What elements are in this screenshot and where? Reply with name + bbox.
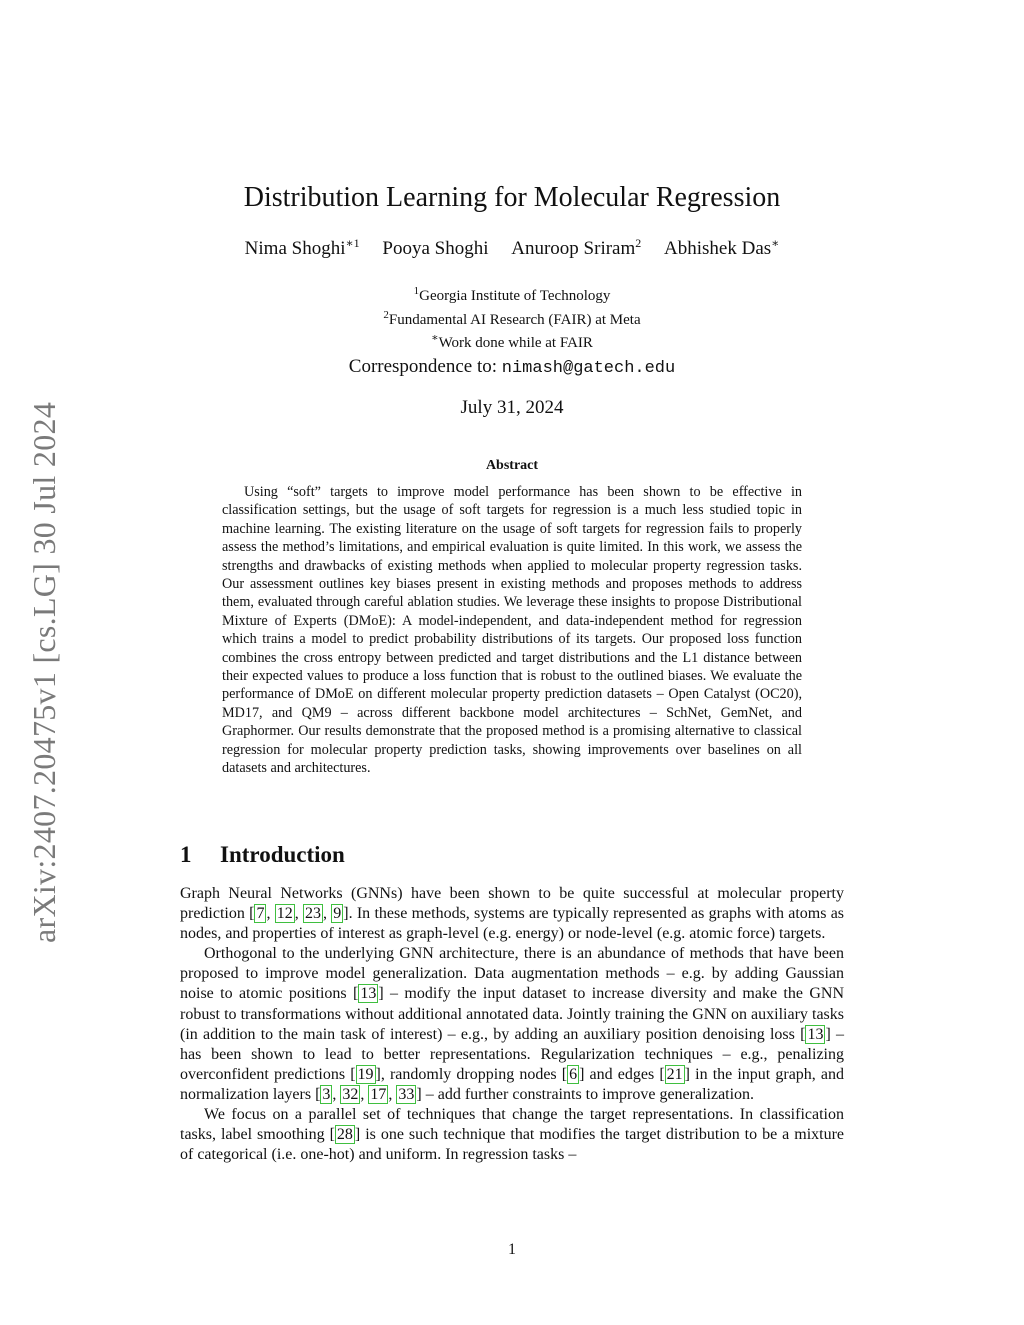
author-name: Nima Shoghi: [244, 238, 346, 259]
citation-link[interactable]: 23: [305, 905, 321, 923]
author-name: Abhishek Das: [664, 238, 772, 259]
section-number: 1: [180, 842, 192, 867]
citation-group: [356, 1065, 376, 1084]
author-2: [382, 238, 488, 259]
author-mark: 2: [635, 236, 642, 250]
citation-group: [805, 1025, 825, 1044]
author-4: [664, 238, 779, 259]
abstract-text: Using “soft” targets to improve model performance has been shown to be effective in classification settings, but the usage of soft targets for regression is a much less studied topic in machine learning. The existing literature on the usage of soft targets for regression fails to properly assess the method’s limitations, and empirical evaluation is quite limited. In this work, we assess the strengths and drawbacks of existing methods when applied to molecular property regression tasks. Our assessment outlines key biases present in existing methods and proposes methods to address them, evaluated through careful ablation studies. We leverage these insights to propose Distributional Mixture of Experts (DMoE): A model-independent, and data-independent method for regression which trains a model to predict probability distributions of its targets. Our proposed loss function combines the cross entropy between predicted and target distributions and the L1 distance between their expected values to produce a loss function that is robust to the outlined biases. We evaluate the performance of DMoE on different molecular property prediction datasets – Open Catalyst (OC20), MD17, and QM9 – across different backbone model architectures – SchNet, GemNet, and Graphormer. Our results demonstrate that the proposed method is a promising alternative to classical regression for molecular property prediction tasks, showing improvements over baselines on all datasets and architectures.: [222, 484, 802, 777]
citation-link[interactable]: 32: [342, 1085, 359, 1103]
citation-link[interactable]: 19: [357, 1065, 374, 1083]
author-mark: ∗: [771, 236, 780, 250]
paragraph-text: ] – add further constraints to improve generalization.: [416, 1085, 755, 1103]
citation-group: [665, 1065, 685, 1084]
citation-link[interactable]: 28: [336, 1126, 353, 1144]
citation-group: 3 , 32 , 17 , 33: [322, 1085, 415, 1103]
paragraph-3: [180, 1105, 844, 1165]
citation-link[interactable]: 7: [256, 905, 265, 923]
affiliation-text: Georgia Institute of Technology: [419, 288, 611, 304]
affiliation-mark: 1: [413, 285, 420, 297]
author-3: [511, 238, 641, 259]
section-body: [180, 884, 844, 1165]
paragraph-1: [180, 884, 844, 944]
author-name: Pooya Shoghi: [382, 238, 489, 259]
author-list: [0, 236, 1024, 262]
paragraph-text: We focus on a parallel set of techniques that change the target representations. In classification tasks, label smoothing [: [180, 1106, 844, 1144]
section-title: Introduction: [220, 842, 345, 867]
correspondence-label: Correspondence to:: [348, 356, 498, 377]
section-heading: [180, 840, 345, 870]
citation-group: [358, 984, 378, 1003]
citation-link[interactable]: 21: [666, 1065, 683, 1083]
citation-link[interactable]: 6: [569, 1065, 578, 1083]
paragraph-text: ], randomly dropping nodes [: [375, 1065, 568, 1083]
paragraph-2: [180, 944, 844, 1105]
citation-link[interactable]: 12: [276, 905, 293, 923]
paragraph-text: ] and edges [: [579, 1065, 665, 1083]
affiliation-mark: 2: [383, 309, 389, 321]
paper-date: July 31, 2024: [460, 397, 564, 418]
citation-link[interactable]: 13: [360, 985, 377, 1003]
paragraph-text: ] is one such technique that modifies the target distribution to be a mixture of categorical (i.e. one-hot) and uniform. In regression tasks –: [180, 1126, 845, 1164]
citation-group: [335, 1125, 355, 1144]
paragraph-text: ] in the input graph, and normalization layers [: [180, 1065, 845, 1103]
paragraph-text: ] – has been shown to lead to better representations. Regularization techniques – e.g., penalizing overconfident predictions [: [180, 1025, 845, 1083]
affiliation-text: Work done while at FAIR: [438, 335, 593, 351]
paragraph-text: Graph Neural Networks (GNNs) have been shown to be quite successful at molecular property prediction [: [180, 885, 844, 923]
correspondence: [0, 354, 1024, 382]
author-1: [245, 238, 360, 259]
arxiv-stamp: arXiv:2407.20475v1 [cs.LG] 30 Jul 2024: [25, 401, 62, 943]
citation-group: [567, 1065, 579, 1084]
affiliation-1: [0, 286, 1024, 306]
page-number: 1: [508, 1241, 516, 1258]
citation-link[interactable]: 17: [370, 1085, 387, 1103]
paragraph-text: ] – modify the input dataset to increase diversity and make the GNN robust to transformations without additional annotated data. Jointly training the GNN on auxiliary tasks (in addition to the main task of interest) – e.g., by adding an auxiliary position denoising loss [: [180, 985, 844, 1043]
author-name: Anuroop Sriram: [511, 238, 636, 259]
citation-link[interactable]: 3: [322, 1085, 331, 1103]
affiliation-mark: ∗: [431, 332, 439, 344]
citation-link[interactable]: 9: [333, 905, 342, 923]
affiliation-text: Fundamental AI Research (FAIR) at Meta: [388, 312, 641, 328]
citation-link[interactable]: 13: [807, 1025, 824, 1043]
affiliation-3: [0, 333, 1024, 353]
paper-title: Distribution Learning for Molecular Regression: [243, 182, 781, 213]
paragraph-text: Orthogonal to the underlying GNN architecture, there is an abundance of methods that have been proposed to improve model generalization. Data augmentation methods – e.g. by adding Gaussian noise to atomic positions [: [180, 945, 844, 1003]
abstract-heading: Abstract: [485, 458, 539, 473]
affiliation-2: [0, 310, 1024, 330]
citation-group: 7 , 12 , 23 , 9: [256, 905, 342, 923]
correspondence-email[interactable]: nimash@gatech.edu: [501, 359, 676, 378]
paragraph-text: ]. In these methods, systems are typically represented as graphs with atoms as nodes, and properties of interest as graph-level (e.g. energy) or node-level (e.g. atomic force) targets.: [180, 905, 845, 943]
author-mark: ∗1: [345, 236, 360, 250]
citation-link[interactable]: 33: [398, 1085, 415, 1103]
